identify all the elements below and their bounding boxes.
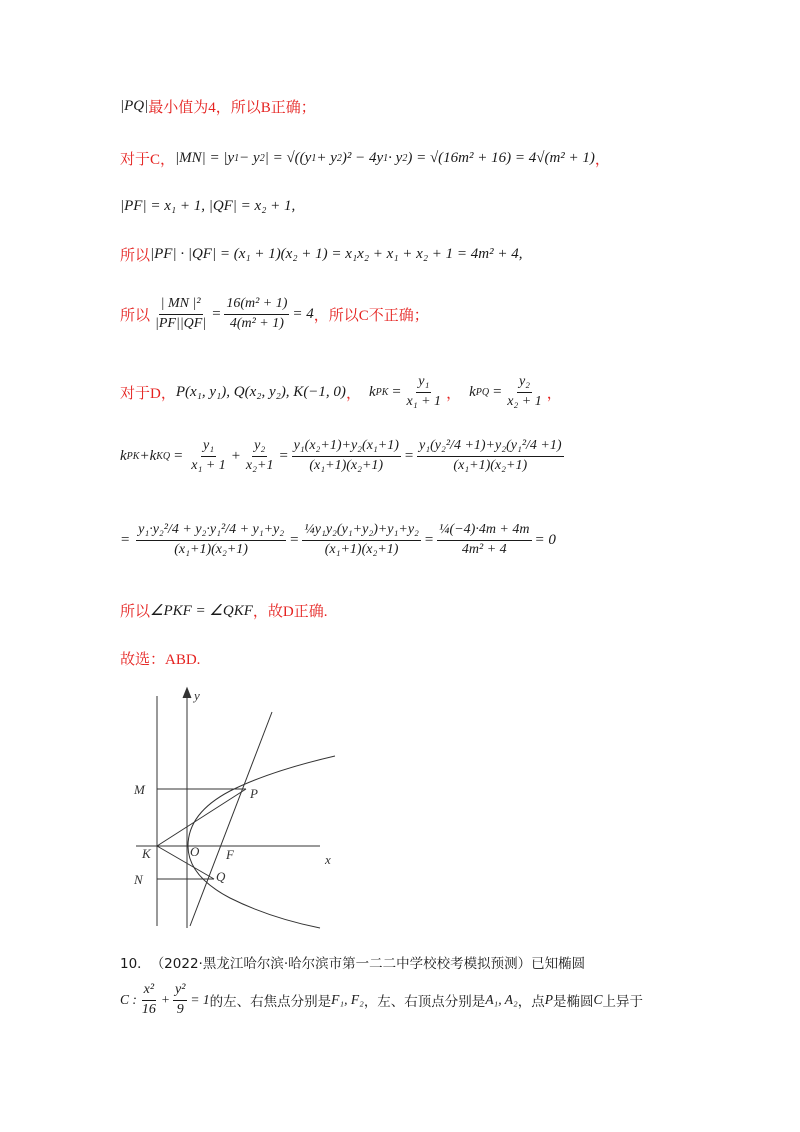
option-d-conclusion: ，故D正确. (252, 604, 328, 620)
problem-source: （2022·黑龙江哈尔滨·哈尔滨市第一二二中学校校考模拟预测）已知椭圆 (150, 956, 586, 972)
option-c-conclusion: ，所以C不正确； (313, 307, 429, 324)
option-c-so-2: 所以 (120, 307, 151, 324)
slope-pk-fraction: $\frac{\text{y₁}}{\text{x₁ + 1}}$ (406, 374, 442, 409)
label-n: N (134, 872, 143, 887)
label-k: K (142, 846, 151, 861)
vertices-expr: A₁, A₂ (485, 992, 518, 1008)
secant-line (190, 712, 272, 926)
label-q: Q (216, 869, 226, 884)
option-c-line-2 (120, 198, 295, 215)
problem-10-line-2: C : $\frac{\text{x²}}{16}$ + $\frac{\text{y²}}{9}$ = 1 的左、右焦点分别是 F₁, F₂ ，左、右顶点分别是 A₁, A₂ ，点 P 是椭圆 C 上异于 (120, 982, 643, 1017)
label-p: P (250, 786, 258, 801)
expand-fraction-1: $\frac{\text{y₁·y₂²/4 + y₂·y₁²/4 + y₁+y₂}}{\text{(x₁+1)(x₂+1)}}$ (138, 522, 285, 557)
expand-fraction-2: $\frac{\text{¼y₁y₂(y₁+y₂)+y₁+y₂}}{\text{(x₁+1)(x₂+1)}}$ (304, 522, 419, 557)
answer-text: 故选：ABD. (120, 652, 201, 668)
expand-result: = 0 (534, 531, 556, 548)
ratio-value: = 4 (292, 305, 314, 322)
option-c-line-4: 所以 $\frac{\text{| MN |²}}{|PF||QF|}$ = $\frac{\text{16(m² + 1)}}{\text{4(m² + 1)}}$ = 4 ，所以C不正确； (120, 296, 429, 331)
label-y: y (194, 688, 200, 703)
segment-kq (157, 846, 214, 879)
parabola-curve (188, 756, 335, 928)
option-d-prefix: 对于D， (120, 385, 176, 402)
option-c-comma: ， (594, 152, 610, 168)
points-expr: P(x₁, y₁), Q(x₂, y₂), K(−1, 0) (175, 383, 346, 400)
pf-times-qf-expr: |PF| · |QF| = (x₁ + 1)(x₂ + 1) = x₁x₂ + x₁ + x₂ + 1 = 4m² + 4, (150, 246, 523, 262)
mn-expr-d: + y (316, 150, 337, 166)
option-d-line-3: = $\frac{\text{y₁·y₂²/4 + y₂·y₁²/4 + y₁+y₂}}{\text{(x₁+1)(x₂+1)}}$ = $\frac{\text{¼y₁y₂(y₁+y₂)+y₁+y₂}}{\text{(x₁+1)(x₂+1)}}$ = $\frac{\text{¼(−4)·4m + 4m}}{\text{4m² + 4}}$ = 0 (120, 522, 556, 557)
slope-pq-fraction: $\frac{\text{y₂}}{\text{x₂ + 1}}$ (507, 374, 542, 409)
mn-expr-b: − y (239, 150, 260, 166)
mn-expr-f: · y (388, 150, 403, 166)
mn-expr-a: |MN| = |y (175, 150, 235, 166)
option-c-prefix: 对于C， (120, 152, 176, 168)
sum-fraction-2: $\frac{\text{y₂}}{\text{x₂+1}}$ (245, 438, 274, 473)
parabola-figure (120, 686, 360, 936)
problem-number: 10． (120, 956, 151, 972)
label-f: F (226, 847, 234, 862)
option-b-text: 最小值为4，所以B正确； (148, 100, 316, 116)
option-b-line (120, 96, 316, 117)
y-axis-arrow (183, 688, 191, 698)
label-x: x (325, 852, 331, 867)
ellipse-term-y: $\frac{\text{y²}}{9}$ (175, 982, 186, 1017)
sum-fraction-3: $\frac{\text{y₁(x₂+1)+y₂(x₁+1)}}{\text{(x₁+1)(x₂+1)}}$ (293, 438, 399, 473)
segment-kp (157, 789, 246, 846)
mn-expr-g: ) = √(16m² + 16) = 4√(m² + 1) (407, 150, 595, 166)
pf-qf-expr: |PF| = x₁ + 1, |QF| = x₂ + 1, (120, 198, 296, 214)
mn-expr-e: )² − 4y (341, 150, 384, 166)
expand-fraction-3: $\frac{\text{¼(−4)·4m + 4m}}{\text{4m² + 4}}$ (439, 522, 530, 557)
option-d-line-2: k PK +k KQ = $\frac{\text{y₁}}{\text{x₁ + 1}}$ + $\frac{\text{y₂}}{\text{x₂+1}}$ = $\frac{\text{y₁(x₂+1)+y₂(x₁+1)}}{\text{(x₁+1)(x₂+1)}}$ = $\frac{\text{y₁(y₂²/4 +1)+y₂(y₁²/4 +1)}}{\text{(x₁+1)(x₂+1)}}$ (120, 438, 562, 473)
sum-fraction-4: $\frac{\text{y₁(y₂²/4 +1)+y₂(y₁²/4 +1)}}{\text{(x₁+1)(x₂+1)}}$ (419, 438, 562, 473)
problem-10-line-1 (120, 952, 585, 972)
option-d-line-4: 所以 ∠PKF = ∠QKF ，故D正确. (120, 600, 327, 621)
sum-fraction-1: $\frac{\text{y₁}}{\text{x₁ + 1}}$ (191, 438, 226, 473)
label-m: M (134, 782, 145, 797)
option-d-line-1: 对于D， P(x₁, y₁), Q(x₂, y₂), K(−1, 0) ， k PK = $\frac{\text{y₁}}{\text{x₁ + 1}}$ ， k PQ = $\frac{\text{y₂}}{\text{x₂ + 1}}$ ， (120, 374, 562, 409)
label-o: O (190, 844, 200, 859)
option-c-so-1: 所以 (120, 248, 151, 264)
option-c-line-3 (120, 244, 522, 265)
mn-expr-c: | = √((y (264, 150, 312, 166)
option-c-line-1: 对于C， |MN| = |y 1 − y 2 | = √((y 1 + y 2 )² − 4y 1 · y 2 ) = √(16m² + 16) = 4√(m² + 1) ， (120, 150, 610, 168)
pq-expr: |PQ| (120, 98, 149, 114)
angle-expr: ∠PKF = ∠QKF (150, 603, 253, 619)
foci-expr: F₁, F₂ (331, 992, 364, 1008)
ratio-fraction-2: $\frac{\text{16(m² + 1)}}{\text{4(m² + 1)}}$ (226, 296, 288, 331)
ellipse-term-x: $\frac{\text{x²}}{16}$ (141, 982, 156, 1017)
answer-line (120, 648, 200, 669)
ratio-fraction-1: $\frac{\text{| MN |²}}{|PF||QF|}$ (155, 296, 207, 331)
